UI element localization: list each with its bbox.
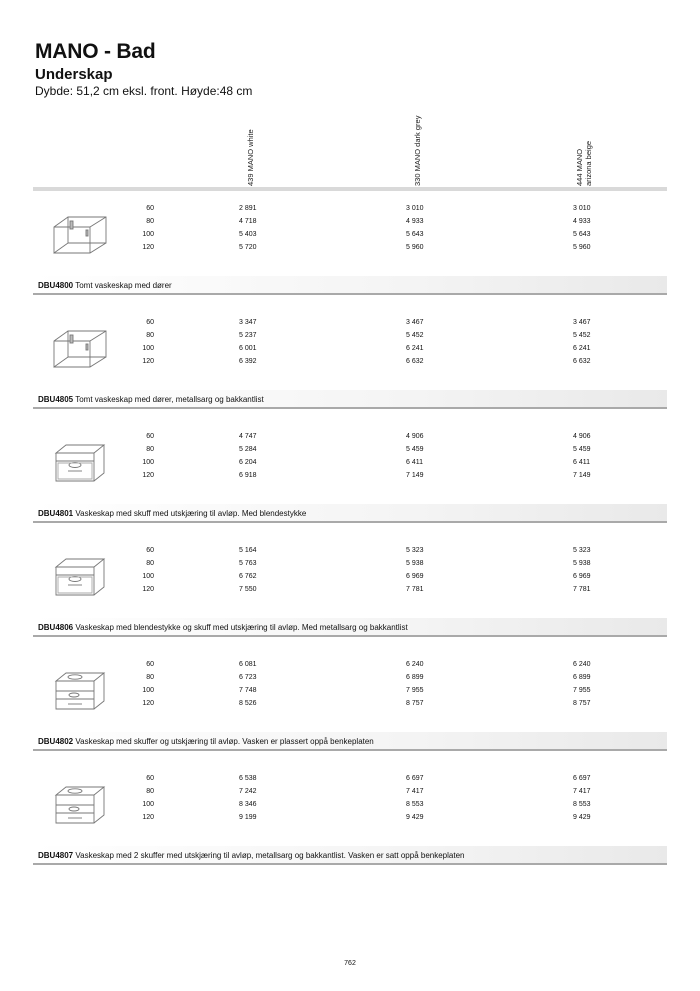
price-cell: 6 899	[406, 674, 424, 681]
size-value: 80	[146, 788, 154, 795]
price-cell: 6 241	[406, 345, 424, 352]
price-cell: 7 417	[573, 788, 591, 795]
size-value: 80	[146, 332, 154, 339]
product-description	[38, 851, 464, 860]
product-description	[38, 623, 408, 632]
price-cell: 5 237	[239, 332, 257, 339]
price-cell: 6 697	[573, 775, 591, 782]
price-cell: 7 242	[239, 788, 257, 795]
price-cell: 5 960	[573, 244, 591, 251]
size-value: 60	[146, 661, 154, 668]
price-cell: 5 452	[406, 332, 424, 339]
product-block	[0, 433, 700, 533]
price-cell: 4 906	[573, 433, 591, 440]
price-cell: 7 748	[239, 687, 257, 694]
price-cell: 8 526	[239, 700, 257, 707]
product-description	[38, 395, 264, 404]
product-code: DBU4800	[38, 281, 74, 290]
product-description-text: Vaskeskap med skuff med utskjæring til avløp. Med blendestykke	[75, 509, 307, 518]
size-value: 100	[142, 687, 154, 694]
product-description-text: Vaskeskap med skuffer og utskjæring til avløp. Vasken er plassert oppå benkeplaten	[75, 737, 374, 746]
product-description-bar	[33, 390, 667, 409]
price-cell: 7 781	[573, 586, 591, 593]
price-cell: 6 241	[573, 345, 591, 352]
size-value: 80	[146, 218, 154, 225]
size-value: 60	[146, 205, 154, 212]
price-cell: 5 403	[239, 231, 257, 238]
price-cell: 6 969	[573, 573, 591, 580]
size-value: 80	[146, 674, 154, 681]
price-cell: 7 781	[406, 586, 424, 593]
size-value: 80	[146, 446, 154, 453]
product-description-text: Tomt vaskeskap med dører	[75, 281, 172, 290]
product-description-text: Vaskeskap med blendestykke og skuff med utskjæring til avløp. Med metallsarg og bakkantlist	[75, 623, 408, 632]
price-cell: 9 429	[573, 814, 591, 821]
price-cell: 8 553	[406, 801, 424, 808]
price-cell: 7 550	[239, 586, 257, 593]
size-value: 120	[142, 358, 154, 365]
price-cell: 5 164	[239, 547, 257, 554]
price-cell: 5 323	[406, 547, 424, 554]
price-cell: 4 906	[406, 433, 424, 440]
price-cell: 7 149	[406, 472, 424, 479]
price-cell: 6 632	[573, 358, 591, 365]
price-cell: 5 459	[573, 446, 591, 453]
size-value: 120	[142, 586, 154, 593]
price-cell: 6 899	[573, 674, 591, 681]
price-cell: 6 969	[406, 573, 424, 580]
size-value: 60	[146, 775, 154, 782]
price-cell: 9 199	[239, 814, 257, 821]
price-cell: 6 240	[573, 661, 591, 668]
price-cell: 8 757	[406, 700, 424, 707]
product-code: DBU4801	[38, 509, 74, 518]
price-cell: 6 001	[239, 345, 257, 352]
size-value: 80	[146, 560, 154, 567]
price-cell: 6 204	[239, 459, 257, 466]
size-value: 100	[142, 801, 154, 808]
product-description-bar	[33, 732, 667, 751]
size-value: 60	[146, 547, 154, 554]
size-value: 120	[142, 244, 154, 251]
price-cell: 6 918	[239, 472, 257, 479]
price-cell: 6 762	[239, 573, 257, 580]
size-value: 60	[146, 433, 154, 440]
price-cell: 5 323	[573, 547, 591, 554]
section-subtitle: Underskap	[35, 66, 113, 83]
price-cell: 4 718	[239, 218, 257, 225]
price-cell: 5 763	[239, 560, 257, 567]
product-block	[0, 775, 700, 875]
column-header-arizona-line1: 444 MANO	[575, 148, 584, 186]
price-cell: 5 459	[406, 446, 424, 453]
price-cell: 6 411	[573, 459, 590, 466]
price-cell: 3 467	[573, 319, 591, 326]
price-cell: 8 757	[573, 700, 591, 707]
price-cell: 7 417	[406, 788, 424, 795]
price-cell: 6 723	[239, 674, 257, 681]
product-description-text: Vaskeskap med 2 skuffer med utskjæring til avløp, metallsarg og bakkantlist. Vasken er satt oppå benkeplaten	[75, 851, 465, 860]
price-cell: 3 010	[573, 205, 591, 212]
product-block	[0, 205, 700, 305]
price-cell: 7 955	[406, 687, 424, 694]
product-code: DBU4806	[38, 623, 74, 632]
price-cell: 5 720	[239, 244, 257, 251]
price-cell: 5 643	[406, 231, 424, 238]
price-cell: 4 933	[406, 218, 424, 225]
price-cell: 6 392	[239, 358, 257, 365]
price-cell: 4 933	[573, 218, 591, 225]
price-cell: 4 747	[239, 433, 257, 440]
product-code: DBU4807	[38, 851, 74, 860]
product-description	[38, 509, 306, 518]
price-cell: 5 960	[406, 244, 424, 251]
drawer-cabinet-icon	[50, 555, 110, 601]
price-cell: 6 240	[406, 661, 424, 668]
dimensions-note: Dybde: 51,2 cm eksl. front. Høyde:48 cm	[35, 84, 253, 98]
size-value: 120	[142, 700, 154, 707]
two-drawer-cabinet-icon	[50, 669, 110, 715]
size-value: 100	[142, 573, 154, 580]
page-number: 762	[344, 960, 356, 967]
price-cell: 3 467	[406, 319, 424, 326]
price-cell: 8 553	[573, 801, 591, 808]
product-block	[0, 547, 700, 647]
page-title: MANO - Bad	[35, 40, 156, 63]
product-description	[38, 737, 374, 746]
price-cell: 6 411	[406, 459, 423, 466]
size-value: 60	[146, 319, 154, 326]
product-description-bar	[33, 504, 667, 523]
price-cell: 5 284	[239, 446, 257, 453]
product-block	[0, 661, 700, 761]
price-cell: 6 632	[406, 358, 424, 365]
size-value: 100	[142, 345, 154, 352]
product-description-bar	[33, 276, 667, 295]
price-cell: 5 452	[573, 332, 591, 339]
product-description-bar	[33, 618, 667, 637]
price-cell: 8 346	[239, 801, 257, 808]
product-description-text: Tomt vaskeskap med dører, metallsarg og bakkantlist	[75, 395, 264, 404]
open-cabinet-with-doors-icon	[50, 213, 110, 259]
price-cell: 9 429	[406, 814, 424, 821]
product-description	[38, 281, 172, 290]
header-divider	[33, 187, 667, 191]
product-block	[0, 319, 700, 419]
price-cell: 5 938	[573, 560, 591, 567]
drawer-cabinet-icon	[50, 441, 110, 487]
product-code: DBU4802	[38, 737, 74, 746]
size-value: 120	[142, 472, 154, 479]
column-header-dark-grey: 330 MANO dark grey	[413, 115, 422, 186]
price-cell: 7 955	[573, 687, 591, 694]
price-cell: 7 149	[573, 472, 591, 479]
product-code: DBU4805	[38, 395, 74, 404]
price-cell: 6 081	[239, 661, 257, 668]
price-cell: 3 347	[239, 319, 257, 326]
price-cell: 6 538	[239, 775, 257, 782]
size-value: 120	[142, 814, 154, 821]
two-drawer-cabinet-icon	[50, 783, 110, 829]
column-header-white: 439 MANO white	[246, 129, 255, 186]
price-cell: 2 891	[239, 205, 257, 212]
open-cabinet-with-doors-icon	[50, 327, 110, 373]
size-value: 100	[142, 459, 154, 466]
size-value: 100	[142, 231, 154, 238]
price-cell: 5 938	[406, 560, 424, 567]
price-cell: 3 010	[406, 205, 424, 212]
column-header-arizona-line2: arizona beige	[584, 140, 593, 186]
price-cell: 5 643	[573, 231, 591, 238]
price-cell: 6 697	[406, 775, 424, 782]
product-description-bar	[33, 846, 667, 865]
